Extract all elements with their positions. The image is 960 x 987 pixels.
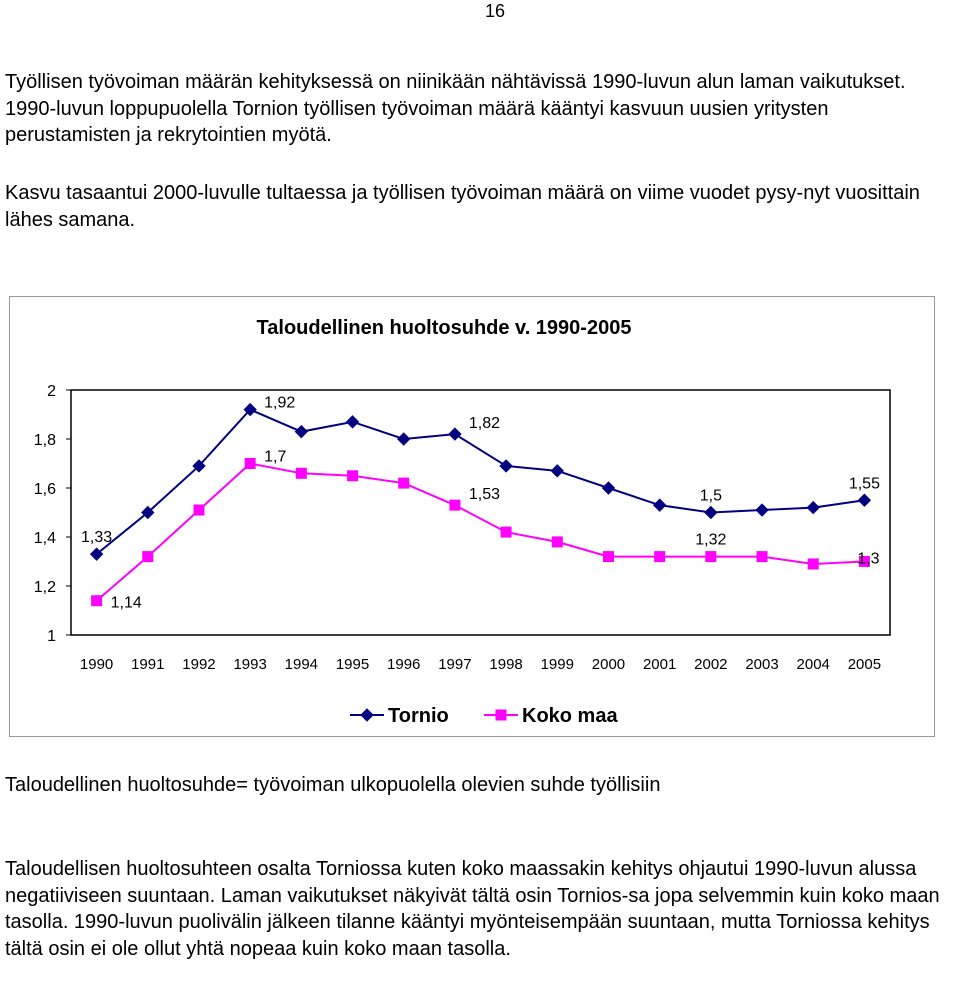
x-tick-label: 1990: [79, 656, 114, 673]
data-point: [296, 468, 306, 478]
data-point: [858, 494, 870, 506]
series-layer: [91, 404, 871, 606]
data-point: [602, 482, 614, 494]
x-tick-label: 1994: [284, 656, 319, 673]
paragraph-text: Taloudellinen huoltosuhde= työvoiman ulkopuolella olevien suhde työllisiin: [5, 774, 661, 796]
data-point: [245, 459, 255, 469]
data-point: [757, 552, 767, 562]
data-label: 1,53: [468, 486, 501, 504]
x-tick-label: 1991: [131, 656, 165, 673]
data-point: [552, 537, 562, 547]
data-point: [398, 433, 410, 445]
y-tick-label: 1,8: [33, 432, 56, 449]
data-point: [450, 500, 460, 510]
data-label: 1,55: [848, 475, 880, 493]
paragraph-text: Taloudellisen huoltosuhteen osalta Torniossa kuten koko maassakin kehitys ohjautui 1990-luvun alussa negatiiviseen suuntaan. Laman vaikutukset näkyivät tältä osin Tornios-sa jopa selvemmin kuin koko maan tasolla. 1990-luvun puolivälin jälkeen tilanne kääntyi myönteisempään suuntaan, mutta Torniossa kehitys tältä osin ei ole ollut yhtä nopeaa kuin koko maan tasolla.: [5, 858, 940, 960]
x-tick-label: 1998: [489, 656, 523, 673]
conclusion-paragraph: [5, 856, 955, 962]
data-point: [449, 428, 461, 440]
definition-paragraph: [5, 772, 955, 799]
data-point: [756, 504, 768, 516]
paragraph-text: Työllisen työvoiman määrän kehityksessä on niinikään nähtävissä 1990-luvun alun laman vaikutukset. 1990-luvun loppupuolella Tornion työllisen työvoiman määrä kääntyi kasvuun uusien yritysten perustamisten ja rekrytointien myötä.: [5, 71, 906, 146]
y-tick-label: 1,6: [33, 481, 56, 498]
growth-paragraph: [5, 180, 955, 233]
data-label: 1,14: [110, 594, 142, 612]
y-tick-label: 1: [47, 628, 56, 645]
data-point: [501, 527, 511, 537]
intro-paragraph: [5, 69, 955, 149]
legend-item: [350, 705, 449, 727]
data-point: [655, 552, 665, 562]
data-point: [295, 426, 307, 438]
x-tick-label: 2002: [694, 656, 728, 673]
paragraph-text: Kasvu tasaantui 2000-luvulle tultaessa ja työllisen työvoiman määrä on viime vuodet pysy-nyt vuosittain lähes samana.: [5, 182, 920, 231]
data-point: [194, 505, 204, 515]
data-point: [347, 416, 359, 428]
series-line: [97, 464, 865, 601]
x-tick-label: 2005: [847, 656, 882, 673]
legend-marker: [496, 710, 506, 720]
data-label: 1,82: [468, 415, 501, 433]
line-chart: [10, 297, 936, 738]
legend-label: Koko maa: [522, 705, 618, 727]
data-point: [348, 471, 358, 481]
data-point: [399, 478, 409, 488]
data-label: 1,33: [81, 529, 113, 547]
data-label: 1,32: [695, 531, 727, 549]
data-point: [705, 507, 717, 519]
x-tick-label: 2000: [591, 656, 626, 673]
data-point: [654, 499, 666, 511]
chart-frame: [9, 296, 935, 737]
data-point: [551, 465, 563, 477]
data-point: [500, 460, 512, 472]
data-point: [807, 502, 819, 514]
x-tick-label: 1999: [540, 656, 574, 673]
data-point: [808, 559, 818, 569]
data-label: 1,7: [264, 448, 287, 466]
data-point: [603, 552, 613, 562]
y-tick-label: 1,2: [33, 579, 56, 596]
page-number: 16: [484, 1, 506, 21]
chart-title: Taloudellinen huoltosuhde v. 1990-2005: [256, 317, 632, 339]
x-axis: [80, 656, 881, 673]
x-tick-label: 1996: [387, 656, 421, 673]
y-axis: [34, 383, 71, 645]
data-label: 1,3: [857, 550, 880, 568]
x-tick-label: 1993: [233, 656, 267, 673]
data-labels: [81, 395, 880, 612]
x-tick-label: 2003: [745, 656, 779, 673]
x-tick-label: 1992: [182, 656, 216, 673]
x-tick-label: 2001: [642, 656, 677, 673]
y-tick-label: 1,4: [33, 530, 56, 547]
legend-item: [484, 705, 618, 727]
data-point: [706, 552, 716, 562]
data-label: 1,5: [699, 487, 722, 505]
legend-marker: [361, 709, 373, 721]
data-label: 1,92: [264, 394, 296, 412]
legend-label: Tornio: [388, 705, 449, 727]
x-tick-label: 1997: [438, 656, 472, 673]
x-tick-label: 2004: [796, 656, 830, 673]
data-point: [92, 596, 102, 606]
legend: [350, 705, 618, 727]
series-koko-maa: [92, 459, 870, 606]
data-point: [143, 552, 153, 562]
y-tick-label: 2: [47, 383, 56, 400]
x-tick-label: 1995: [335, 656, 370, 673]
